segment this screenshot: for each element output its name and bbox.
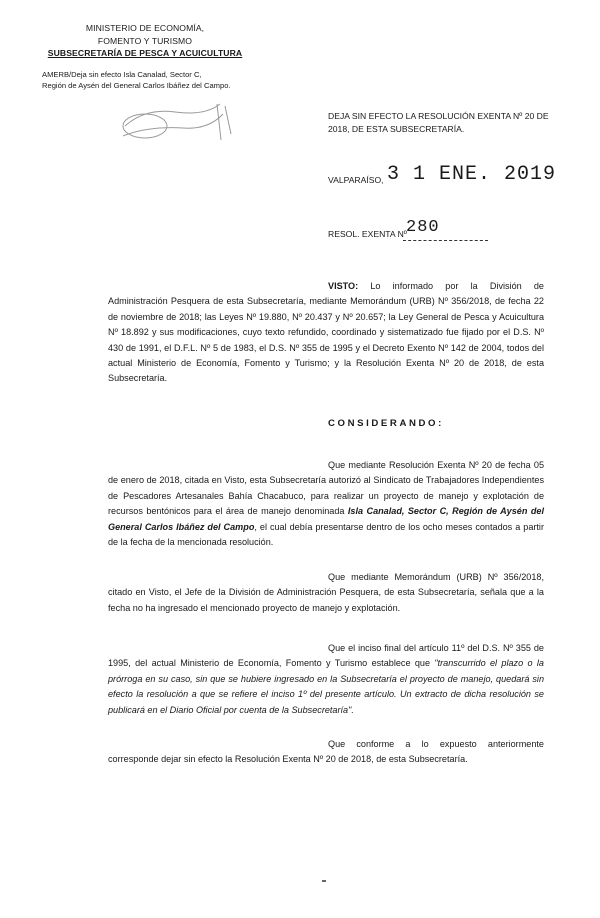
considerando-paragraph-1 [108,458,544,550]
file-reference-line-2: Región de Aysén del General Carlos Ibáñez del Campo. [42,80,231,90]
date-stamp: 3 1 ENE. 2019 [387,163,557,186]
place-label: VALPARAÍSO, [328,175,384,185]
considerando-1-text-a: Que mediante Resolución Exenta Nº 20 de fecha 05 de enero de 2018, citada en Visto, esta Subsecretaría autorizó al Sindicato de Trabajadores Independientes de Pescadores Artesanales Bahía Chacabuco, para realizar un proyecto de manejo y explotación de recursos bentónicos para el área de manejo denominada [108,460,544,517]
ministry-line-1: MINISTERIO DE ECONOMÍA, [85,23,205,33]
resolution-number-line [403,240,488,241]
considerando-heading: CONSIDERANDO: [328,418,444,429]
visto-text: Lo informado por la División de Administración Pesquera de esta Subsecretaría, mediante Memorándum (URB) Nº 356/2018, de fecha 22 de noviembre de 2018; las Leyes Nº 19.880, Nº 20.437 y Nº 20.657; la Ley General de Pesca y Acuicultura Nº 18.892 y sus modificaciones, cuyo texto refundido, coordinado y sistematizado fue fijado por el D.S. Nº 430 de 1991, el D.F.L. Nº 5 de 1983, el D.S. Nº 355 de 1995 y el Decreto Exento Nº 142 de 2004, todos del actual Ministerio de Economía, Fomento y Turismo; y la Resolución Exenta Nº 20 de 2018, de esta Subsecretaría. [108,281,544,384]
considerando-paragraph-4 [108,737,544,768]
resolution-number: 280 [406,218,440,237]
considerando-paragraph-2 [108,570,544,616]
visto-paragraph [108,279,544,387]
resolution-label: RESOL. EXENTA Nº [328,229,407,239]
considerando-2-text: Que mediante Memorándum (URB) Nº 356/2018, citado en Visto, el Jefe de la División de Administración Pesquera, de esta Subsecretaría, señala que a la fecha no ha ingresado el mencionado proyecto de manejo y explotación. [108,572,544,613]
scan-speck [322,880,326,882]
visto-label: VISTO: [328,281,359,291]
considerando-4-text: Que conforme a lo expuesto anteriormente corresponde dejar sin efecto la Resolución Exenta Nº 20 de 2018, de esta Subsecretaría. [108,739,544,765]
considerando-3-quote: "transcurrido el plazo o la prórroga en su caso, sin que se hubiere ingresado en la Subsecretaría el proyecto de manejo, quedará sin efecto la resolución a que se refiere el inciso 1º del presente artículo. Un extracto de dicha resolución se publicará en el Diario Oficial por cuenta de la Subsecretaría". [108,658,544,715]
area-name: Isla Canalad, Sector C, Región de Aysén del General Carlos Ibáñez del Campo [108,506,544,532]
considerando-3-text: Que el inciso final del artículo 11º del D.S. Nº 355 de 1995, del actual Ministerio de Economía, Fomento y Turismo establece que [108,643,544,669]
ministry-line-2: FOMENTO Y TURISMO [97,35,193,46]
document-reference: DEJA SIN EFECTO LA RESOLUCIÓN EXENTA Nº 20 DE 2018, DE ESTA SUBSECRETARÍA. [328,111,549,134]
considerando-1-text-b: , el cual debía presentarse dentro de los ocho meses contados a partir de la fecha de la mencionada resolución. [108,521,544,548]
file-reference [42,70,252,91]
faint-stamp-mark [105,96,245,150]
ministry-header [45,22,245,60]
file-reference-line-1: AMERB/Deja sin efecto Isla Canalad, Sector C, [42,70,202,79]
subsecretaria-line: SUBSECRETARÍA DE PESCA Y ACUICULTURA [47,48,243,58]
considerando-paragraph-3 [108,641,544,718]
